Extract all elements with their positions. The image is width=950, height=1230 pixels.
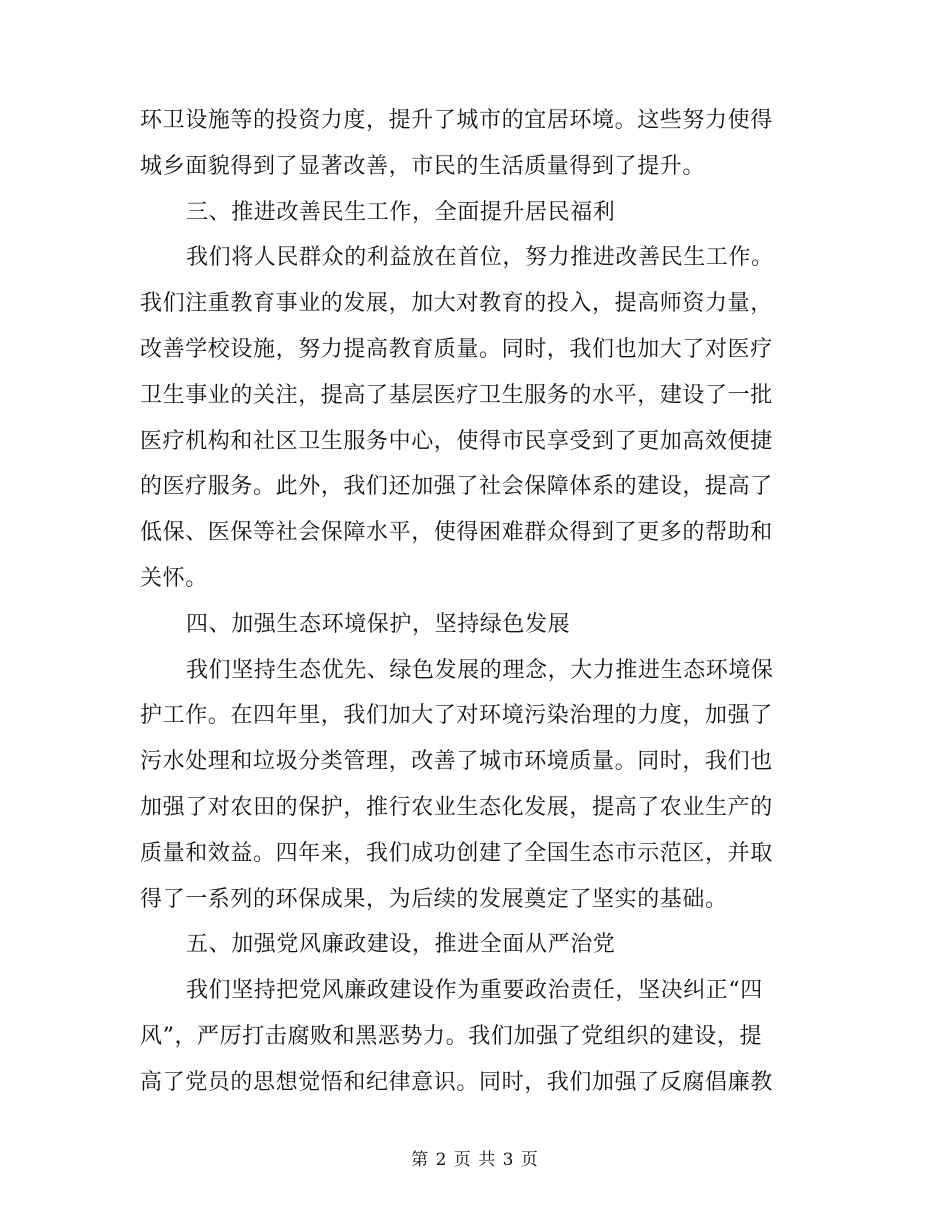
page-footer: 第 2 页 共 3 页 [411,1150,539,1170]
text-line: 质量和效益。四年来，我们成功创建了全国生态市示范区，并取 [140,840,773,866]
text-line: 五、加强党风廉政建设，推进全面从严治党 [186,932,616,958]
text-line: 污水处理和垃圾分类管理，改善了城市环境质量。同时，我们也 [140,749,773,775]
text-line: 改善学校设施，努力提高教育质量。同时，我们也加大了对医疗 [140,336,773,362]
document-body [140,98,800,1106]
text-line: 环卫设施等的投资力度，提升了城市的宜居环境。这些努力使得 [140,108,773,133]
text-line: 风”，严厉打击腐败和黑恶势力。我们加强了党组织的建设，提 [140,1023,763,1049]
text-line: 城乡面貌得到了显著改善，市民的生活质量得到了提升。 [140,153,706,179]
text-line: 得了一系列的环保成果，为后续的发展奠定了坚实的基础。 [140,886,728,912]
text-line: 关怀。 [140,565,208,591]
text-line: 加强了对农田的保护，推行农业生态化发展，提高了农业生产的 [140,794,773,820]
text-line: 的医疗服务。此外，我们还加强了社会保障体系的建设，提高了 [140,474,773,500]
text-line: 卫生事业的关注，提高了基层医疗卫生服务的水平，建设了一批 [140,382,773,408]
text-line: 护工作。在四年里，我们加大了对环境污染治理的力度，加强了 [140,703,773,729]
text-line: 高了党员的思想觉悟和纪律意识。同时，我们加强了反腐倡廉教 [140,1069,773,1095]
text-line: 我们将人民群众的利益放在首位，努力推进改善民生工作。 [186,245,774,271]
text-line: 我们坚持生态优先、绿色发展的理念，大力推进生态环境保 [186,657,774,683]
text-line: 医疗机构和社区卫生服务中心，使得市民享受到了更加高效便捷 [140,428,773,454]
text-line: 三、推进改善民生工作，全面提升居民福利 [186,199,616,225]
text-line: 我们注重教育事业的发展，加大对教育的投入，提高师资力量， [140,291,773,317]
text-line: 四、加强生态环境保护，坚持绿色发展 [186,611,571,637]
text-line: 我们坚持把党风廉政建设作为重要政治责任，坚决纠正“四 [186,978,763,1004]
text-line: 低保、医保等社会保障水平，使得困难群众得到了更多的帮助和 [140,520,773,546]
